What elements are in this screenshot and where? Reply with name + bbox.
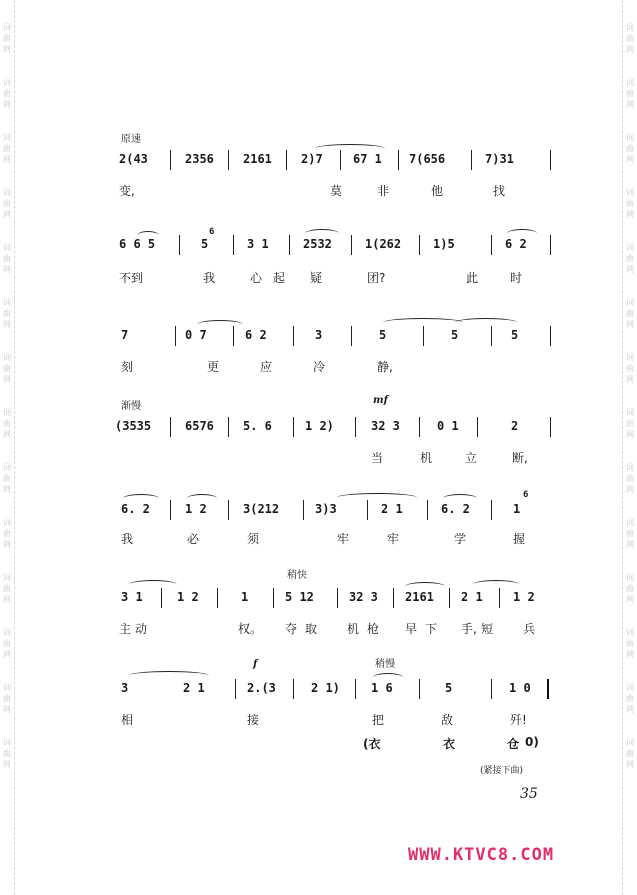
- barline: [228, 150, 229, 170]
- lyric: 兵: [523, 622, 536, 636]
- lyric: 立: [465, 451, 478, 465]
- lyric: 我: [121, 532, 134, 546]
- watermark-text: 词 曲 网: [3, 573, 11, 604]
- note-group: 1)5: [433, 237, 455, 251]
- watermark-text: 词 曲 网: [626, 628, 634, 659]
- watermark-text: 词 曲 网: [626, 518, 634, 549]
- barline: [289, 235, 290, 255]
- watermark-text: 词 曲 网: [626, 78, 634, 109]
- lyrics-row: [115, 711, 555, 731]
- lyric: 心: [250, 271, 263, 285]
- note-group: 32 3: [371, 419, 400, 433]
- lyric: 我: [203, 271, 216, 285]
- barline: [273, 588, 274, 608]
- watermark-text: 词 曲 网: [3, 78, 11, 109]
- lyric: 早: [405, 622, 418, 636]
- watermark-text: 词 曲 网: [3, 408, 11, 439]
- slur: [197, 320, 243, 329]
- note-group: 1(262: [365, 237, 402, 251]
- lyric: 不到: [119, 271, 144, 285]
- barline: [228, 417, 229, 437]
- lyrics-row: [115, 620, 555, 640]
- lyric: 变,: [119, 184, 135, 198]
- watermark-text: 词 曲 网: [3, 353, 11, 384]
- lyric: 冷: [313, 360, 326, 374]
- watermark-text: 词 曲 网: [3, 23, 11, 54]
- barline: [217, 588, 218, 608]
- note-group: 2.(3: [247, 681, 276, 695]
- note-group: 6576: [185, 419, 214, 433]
- lyric: 握: [513, 532, 526, 546]
- watermark-text: 词 曲 网: [626, 463, 634, 494]
- watermark-text: 词 曲 网: [626, 243, 634, 274]
- barline: [491, 500, 492, 520]
- notes-row: [115, 148, 555, 174]
- note-group: 1 2): [305, 419, 334, 433]
- watermark-text: 词 曲 网: [626, 353, 634, 384]
- note-group: 67 1: [353, 152, 382, 166]
- lyric: 枪: [367, 622, 380, 636]
- slur: [129, 671, 209, 680]
- lyric: 主: [119, 622, 132, 636]
- barline: [449, 588, 450, 608]
- barline: [228, 500, 229, 520]
- slur: [405, 582, 445, 591]
- barline: [499, 588, 500, 608]
- note-group: (3535: [115, 419, 152, 433]
- watermark-text: 词 曲 网: [3, 188, 11, 219]
- slur: [305, 229, 339, 238]
- grace-note: 6: [209, 227, 215, 237]
- note-group: 3(212: [243, 502, 280, 516]
- tempo-marking: 原速: [121, 134, 141, 145]
- note-group: 3: [121, 681, 129, 695]
- slur: [129, 580, 177, 589]
- slur: [473, 580, 519, 589]
- barline: [170, 417, 171, 437]
- lyric: 他: [431, 184, 444, 198]
- barline: [351, 235, 352, 255]
- notes-row: [115, 227, 555, 259]
- lyrics-row: [115, 269, 555, 289]
- tempo-marking: 渐慢: [121, 401, 141, 412]
- note-group: 6 6 5: [119, 237, 156, 251]
- lyric: 团?: [367, 271, 386, 285]
- lyric: 短: [481, 622, 494, 636]
- lyrics-row: [115, 449, 555, 469]
- note-group: 1 0: [509, 681, 531, 695]
- barline: [293, 417, 294, 437]
- lyric: 动: [135, 622, 148, 636]
- lyric: 相: [121, 713, 134, 727]
- note-group: 0 7: [185, 328, 207, 342]
- note-group: 3 1: [247, 237, 269, 251]
- barline: [550, 417, 551, 437]
- lyric: 机: [347, 622, 360, 636]
- note-group: 2(43: [119, 152, 148, 166]
- note-group: 6 2: [505, 237, 527, 251]
- note-group: 32 3: [349, 590, 378, 604]
- note-group: 0 1: [437, 419, 459, 433]
- notes-row: [115, 586, 555, 612]
- tempo-marking: 稍慢: [375, 659, 395, 670]
- note-group: 2 1): [311, 681, 340, 695]
- lyric: 起: [273, 271, 286, 285]
- percussion-syllable: (衣: [363, 737, 381, 751]
- note-group: 1 2: [177, 590, 199, 604]
- barline: [303, 500, 304, 520]
- watermark-text: 词 曲 网: [626, 738, 634, 769]
- note-group: 2161: [405, 590, 434, 604]
- lyric: 找: [493, 184, 506, 198]
- barline: [550, 235, 551, 255]
- watermark-text: 词 曲 网: [3, 243, 11, 274]
- lyric: 疑: [310, 271, 323, 285]
- slur: [455, 318, 517, 327]
- slur: [123, 494, 159, 503]
- percussion-syllable: 0): [525, 735, 539, 749]
- watermark-text: 词 曲 网: [3, 628, 11, 659]
- lyric: 敌: [441, 713, 454, 727]
- barline: [423, 326, 424, 346]
- lyrics-row: [115, 182, 555, 202]
- lyric: 手,: [461, 622, 477, 636]
- final-barline: [547, 679, 549, 699]
- slur: [373, 673, 403, 682]
- lyric: 此: [466, 271, 479, 285]
- slur: [337, 493, 417, 502]
- barline: [233, 326, 234, 346]
- watermark-text: 词 曲 网: [3, 298, 11, 329]
- lyric: 牢: [337, 532, 350, 546]
- watermark-text: 词 曲 网: [3, 518, 11, 549]
- note-group: 2)7: [301, 152, 323, 166]
- barline: [419, 235, 420, 255]
- watermark-text: 词 曲 网: [3, 683, 11, 714]
- right-watermark-column: [623, 0, 637, 895]
- lyric: 歼!: [510, 713, 527, 727]
- barline: [398, 150, 399, 170]
- watermark-text: 词 曲 网: [3, 133, 11, 164]
- note-group: 7: [121, 328, 129, 342]
- lyric: 非: [377, 184, 390, 198]
- lyric: 把: [372, 713, 385, 727]
- continuation-note: (紧接下曲): [480, 766, 524, 776]
- barline: [491, 235, 492, 255]
- percussion-row: [115, 735, 555, 755]
- slur: [187, 494, 217, 503]
- slur: [507, 229, 537, 238]
- watermark-text: 词 曲 网: [626, 298, 634, 329]
- note-group: 2532: [303, 237, 332, 251]
- watermark-text: 词 曲 网: [3, 738, 11, 769]
- tempo-marking: 稍快: [287, 570, 307, 581]
- barline: [393, 588, 394, 608]
- lyric: 莫: [330, 184, 343, 198]
- lyric: 牢: [387, 532, 400, 546]
- note-group: 1 6: [371, 681, 393, 695]
- lyric: 下: [425, 622, 438, 636]
- watermark-text: 词 曲 网: [626, 133, 634, 164]
- lyric: 必: [187, 532, 200, 546]
- barline: [419, 417, 420, 437]
- note-group: 5. 6: [243, 419, 272, 433]
- note-group: 5: [445, 681, 453, 695]
- barline: [170, 150, 171, 170]
- watermark-text: 词 曲 网: [3, 463, 11, 494]
- watermark-text: 词 曲 网: [626, 188, 634, 219]
- lyric: 取: [305, 622, 318, 636]
- note-group: 5: [201, 237, 209, 251]
- barline: [161, 588, 162, 608]
- slur: [443, 494, 477, 503]
- lyric: 当: [371, 451, 384, 465]
- barline: [491, 679, 492, 699]
- lyric: 学: [454, 532, 467, 546]
- barline: [491, 326, 492, 346]
- barline: [235, 679, 236, 699]
- barline: [477, 417, 478, 437]
- lyric: 机: [420, 451, 433, 465]
- note-group: 5: [379, 328, 387, 342]
- lyric: 权。: [238, 622, 263, 636]
- lyric: 应: [260, 360, 273, 374]
- note-group: 1: [513, 502, 521, 516]
- barline: [233, 235, 234, 255]
- lyrics-row: [115, 358, 555, 378]
- barline: [471, 150, 472, 170]
- page-number: 35: [520, 786, 538, 802]
- barline: [550, 150, 551, 170]
- left-margin-line: [14, 0, 15, 895]
- note-group: 2 1: [183, 681, 205, 695]
- lyric: 接: [247, 713, 260, 727]
- barline: [170, 500, 171, 520]
- note-group: 7(656: [409, 152, 446, 166]
- lyric: 断,: [512, 451, 528, 465]
- barline: [427, 500, 428, 520]
- barline: [355, 679, 356, 699]
- note-group: 1: [241, 590, 249, 604]
- lyric: 静,: [377, 360, 393, 374]
- barline: [179, 235, 180, 255]
- percussion-syllable: 仓: [507, 737, 520, 751]
- lyric: 刻: [121, 360, 134, 374]
- lyrics-row: [115, 530, 555, 550]
- notes-row: [115, 415, 555, 441]
- barline: [367, 500, 368, 520]
- barline: [293, 326, 294, 346]
- lyric: 须: [247, 532, 260, 546]
- dynamic-marking: f: [253, 659, 258, 670]
- notes-row: [115, 490, 555, 524]
- barline: [286, 150, 287, 170]
- note-group: 6 2: [245, 328, 267, 342]
- percussion-syllable: 衣: [443, 737, 456, 751]
- grace-note: 6: [523, 490, 529, 500]
- barline: [351, 326, 352, 346]
- note-group: 3: [315, 328, 323, 342]
- left-watermark-column: [0, 0, 14, 895]
- note-group: 2 1: [461, 590, 483, 604]
- barline: [550, 326, 551, 346]
- note-group: 1 2: [185, 502, 207, 516]
- watermark-text: 词 曲 网: [626, 573, 634, 604]
- note-group: 6. 2: [441, 502, 470, 516]
- note-group: 3)3: [315, 502, 337, 516]
- watermark-text: 词 曲 网: [626, 23, 634, 54]
- watermark-text: 词 曲 网: [626, 408, 634, 439]
- notes-row: [115, 677, 555, 703]
- slur: [137, 231, 159, 240]
- site-watermark-logo: WWW.KTVC8.COM: [408, 845, 555, 865]
- lyric: 时: [510, 271, 523, 285]
- note-group: 2356: [185, 152, 214, 166]
- lyric: 夺: [285, 622, 298, 636]
- barline: [419, 679, 420, 699]
- barline: [337, 588, 338, 608]
- barline: [175, 326, 176, 346]
- watermark-text: 词 曲 网: [626, 683, 634, 714]
- note-group: 3 1: [121, 590, 143, 604]
- barline: [355, 417, 356, 437]
- note-group: 2: [511, 419, 519, 433]
- note-group: 5 12: [285, 590, 314, 604]
- note-group: 2 1: [381, 502, 403, 516]
- barline: [340, 150, 341, 170]
- barline: [293, 679, 294, 699]
- note-group: 2161: [243, 152, 272, 166]
- note-group: 7)31: [485, 152, 514, 166]
- lyric: 更: [207, 360, 220, 374]
- note-group: 5: [511, 328, 519, 342]
- notes-row: [115, 324, 555, 350]
- note-group: 1 2: [513, 590, 535, 604]
- note-group: 6. 2: [121, 502, 150, 516]
- note-group: 5: [451, 328, 459, 342]
- dynamic-marking: mf: [373, 395, 388, 406]
